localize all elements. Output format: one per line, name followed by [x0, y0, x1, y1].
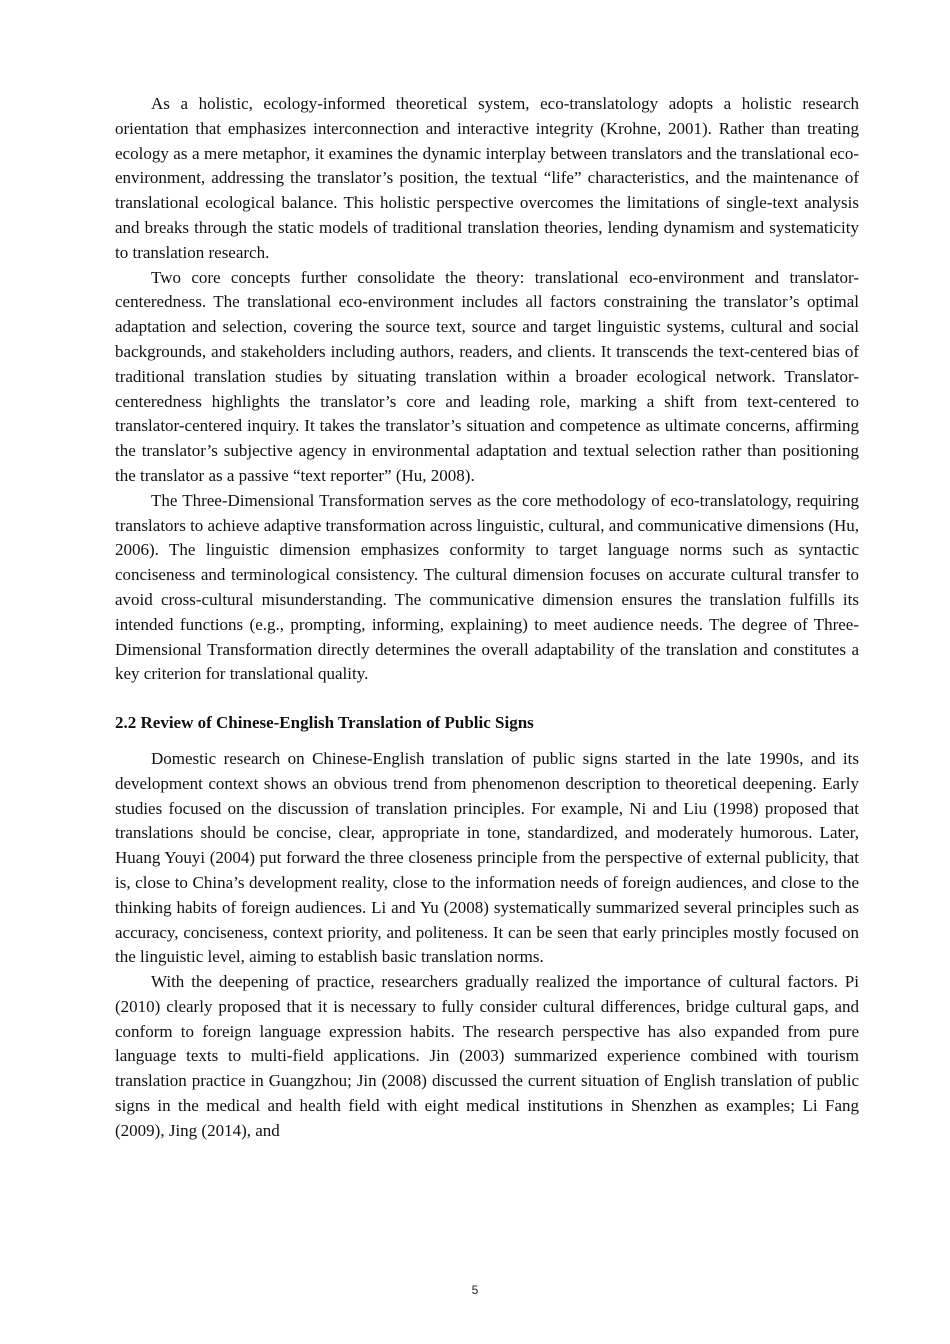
- body-paragraph-cultural-factors: With the deepening of practice, researchers gradually realized the importance of cultural factors. Pi (2010) clearly proposed that it is necessary to fully consider cultural differences, bridge cultural gaps, and conform to foreign language expression habits. The research perspective has also expanded from pure language texts to multi-field applications. Jin (2003) summarized experience combined with tourism translation practice in Guangzhou; Jin (2008) discussed the current situation of English translation of public signs in the medical and health field with eight medical institutions in Shenzhen as examples; Li Fang (2009), Jing (2014), and: [115, 972, 859, 1140]
- body-paragraph-core-concepts: Two core concepts further consolidate the theory: translational eco-environment and translator-centeredness. The translational eco-environment includes all factors constraining the translator’s optimal adaptation and selection, covering the source text, source and target linguistic systems, cultural and social backgrounds, and stakeholders including authors, readers, and clients. It transcends the text-centered bias of traditional translation studies by situating translation within a broader ecological network. Translator-centeredness highlights the translator’s core and leading role, marking a shift from text-centered to translator-centered inquiry. It takes the translator’s situation and competence as ultimate concerns, affirming the translator’s subjective agency in environmental adaptation and textual selection rather than positioning the translator as a passive “text reporter” (Hu, 2008).: [115, 267, 859, 485]
- body-paragraph-three-dimensional-transformation: The Three-Dimensional Transformation serves as the core methodology of eco-translatology, requiring translators to achieve adaptive transformation across linguistic, cultural, and communicative dimensions (Hu, 2006). The linguistic dimension emphasizes conformity to target language norms such as syntactic conciseness and terminological consistency. The cultural dimension focuses on accurate cultural transfer to avoid cross-cultural misunderstanding. The communicative dimension ensures the translation fulfills its intended functions (e.g., prompting, informing, explaining) to meet audience needs. The degree of Three-Dimensional Transformation directly determines the overall adaptability of the translation and constitutes a key criterion for translational quality.: [115, 490, 860, 684]
- body-paragraph-domestic-research: Domestic research on Chinese-English translation of public signs started in the late 1990s, and its development context shows an obvious trend from phenomenon description to theoretical deepening. Early studies focused on the discussion of translation principles. For example, Ni and Liu (1998) proposed that translations should be concise, clear, appropriate in tone, standardized, and moderately humorous. Later, Huang Youyi (2004) put forward the three closeness principle from the perspective of external publicity, that is, close to China’s development reality, close to the information needs of foreign audiences, and close to the thinking habits of foreign audiences. Li and Yu (2008) systematically summarized several principles such as accuracy, conciseness, context priority, and politeness. It can be seen that early principles mostly focused on the linguistic level, aiming to establish basic translation norms.: [115, 748, 859, 967]
- page-body: [115, 92, 859, 1144]
- page-number: 5: [471, 1283, 479, 1297]
- body-paragraph-holistic-system: As a holistic, ecology-informed theoretical system, eco-translatology adopts a holistic research orientation that emphasizes interconnection and interactive integrity (Krohne, 2001). Rather than treating ecology as a mere metaphor, it examines the dynamic interplay between translators and the translational eco-environment, addressing the translator’s position, the textual “life” characteristics, and the maintenance of translational ecological balance. This holistic perspective overcomes the limitations of single-text analysis and breaks through the static models of traditional translation theories, lending dynamism and systematicity to translation research.: [115, 94, 859, 262]
- section-heading: 2.2 Review of Chinese-English Translation of Public Signs: [115, 713, 534, 733]
